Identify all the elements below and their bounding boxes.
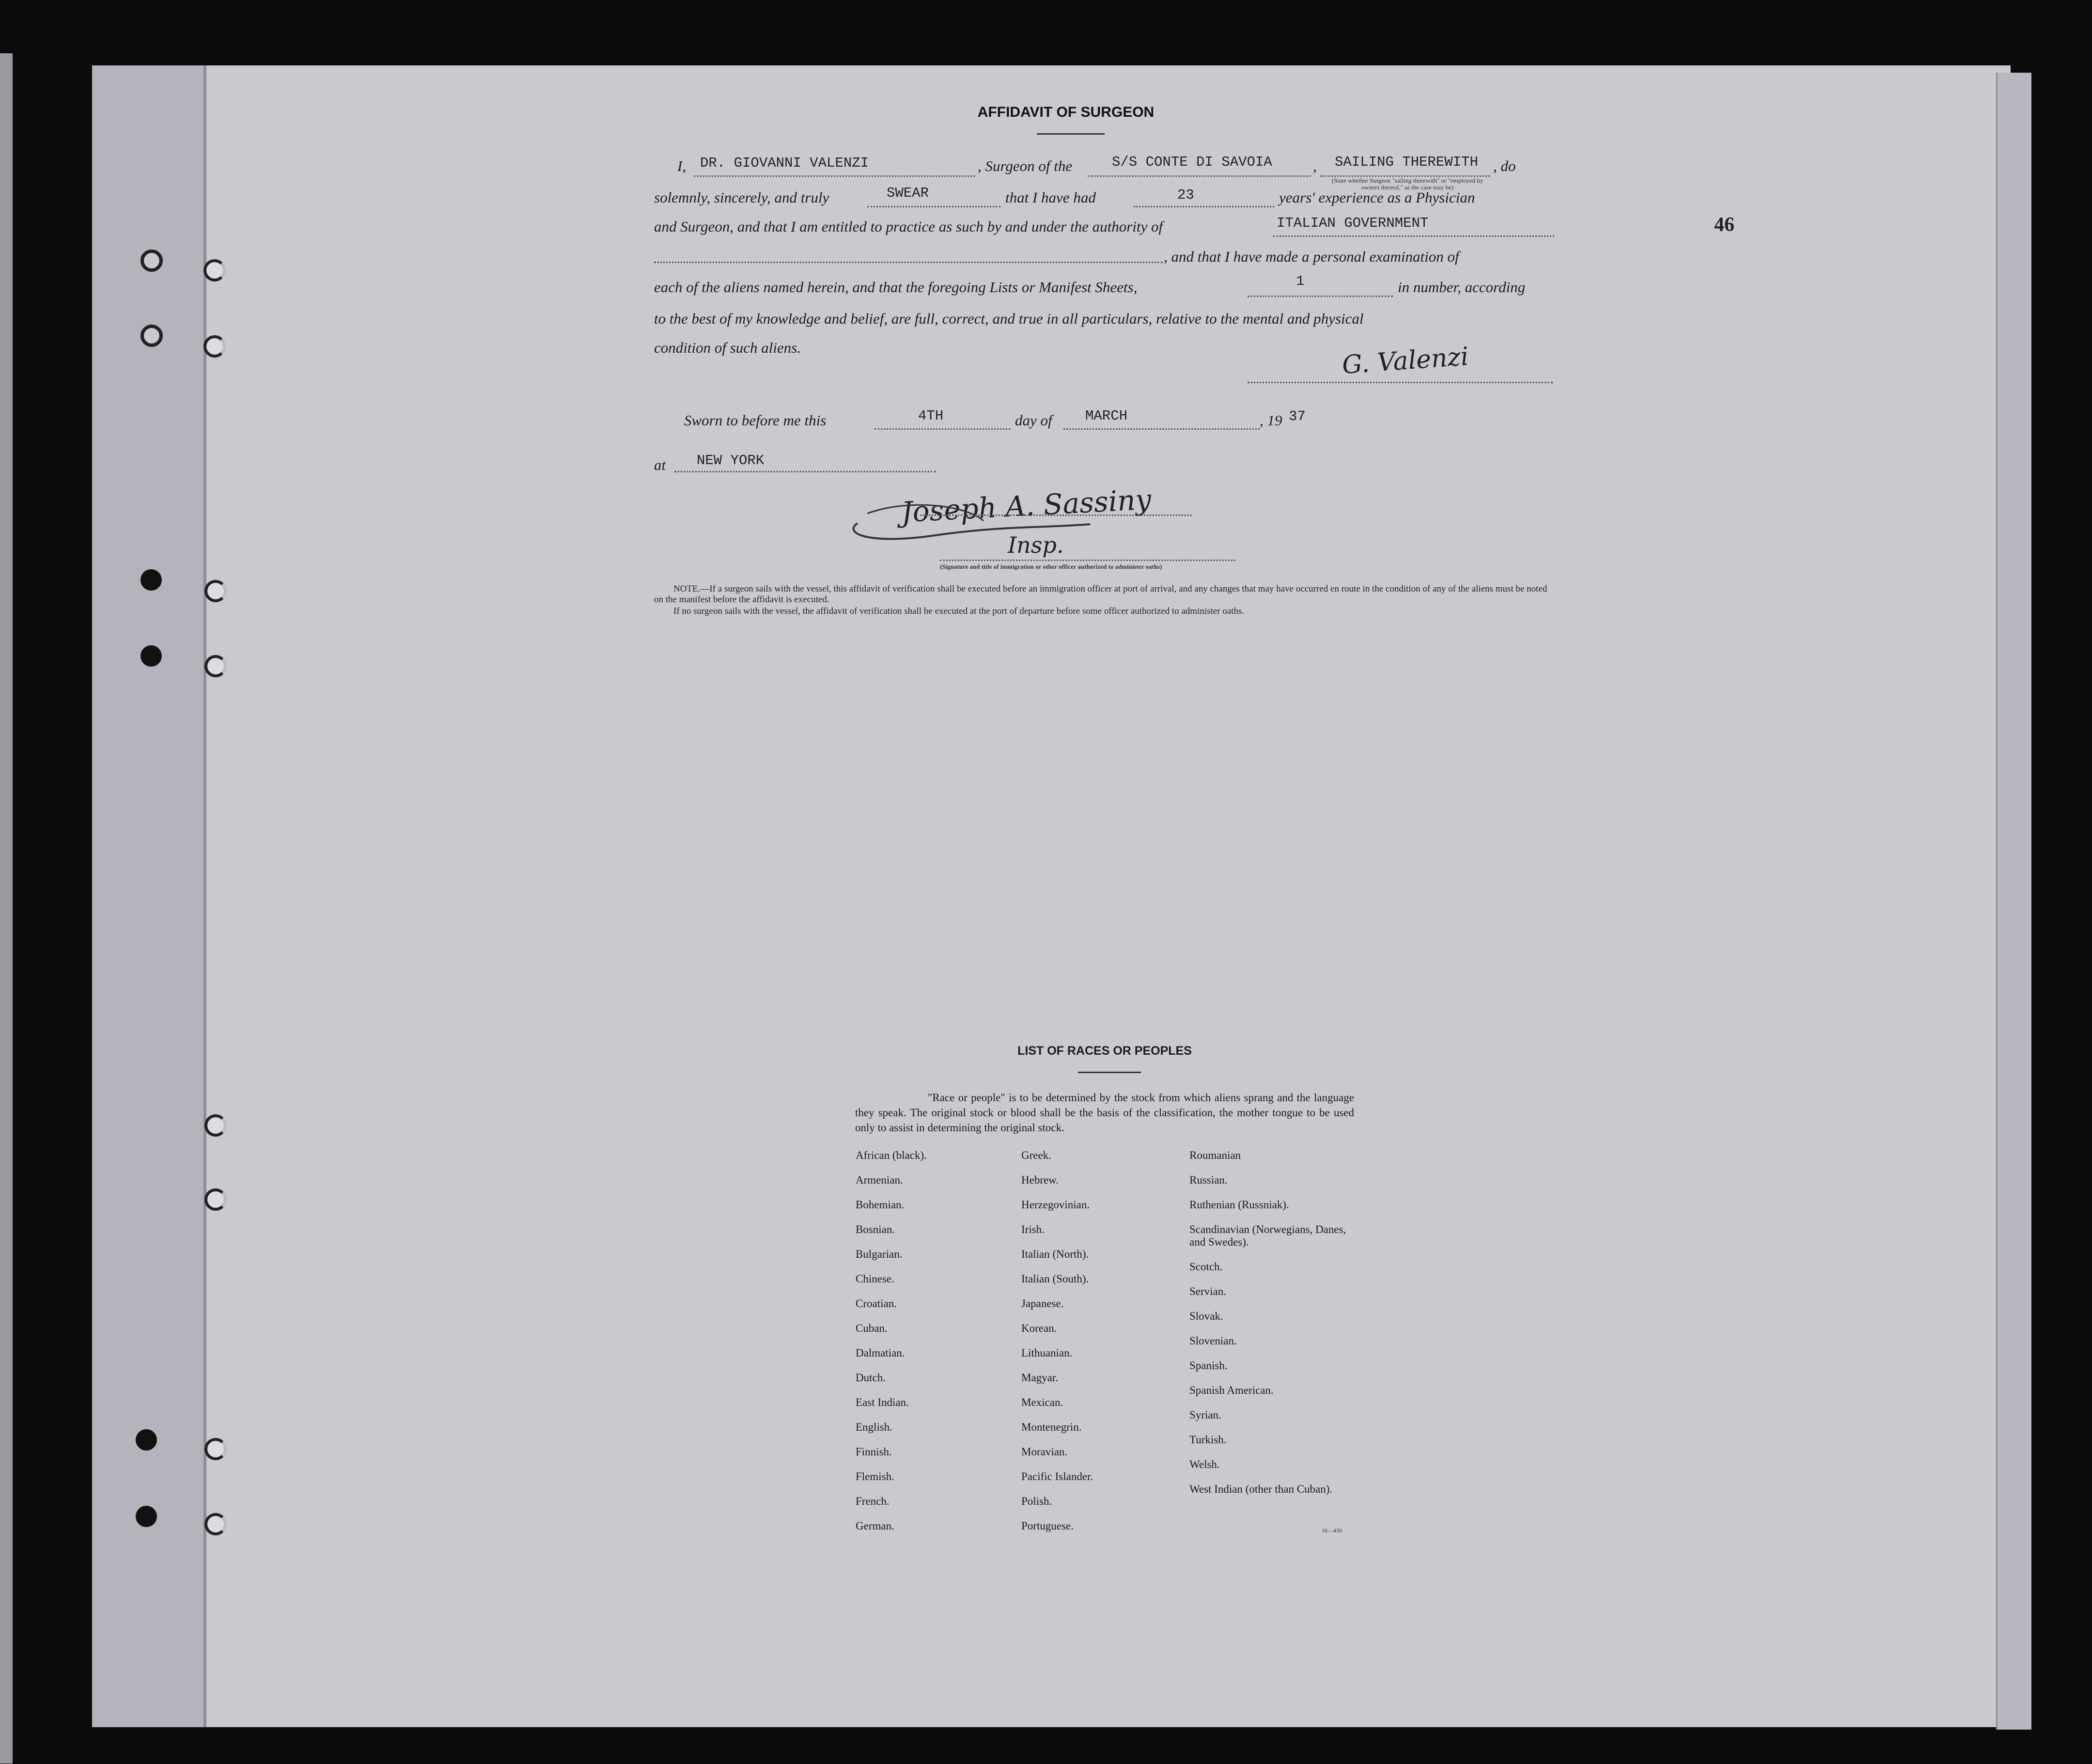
- races-title: LIST OF RACES OR PEOPLES: [1017, 1044, 1192, 1058]
- race-item: Japanese.: [1021, 1297, 1064, 1310]
- note-paragraph-2: If no surgeon sails with the vessel, the affidavit of verification shall be executed at the port of departure before some officer authorized to administer oaths.: [673, 606, 1245, 616]
- page-number: 46: [1714, 214, 1734, 236]
- race-item: Moravian.: [1021, 1446, 1068, 1458]
- officer-caption: (Signature and title of immigration or other officer authorized to administer oaths): [940, 563, 1162, 570]
- race-item: Roumanian: [1189, 1149, 1241, 1161]
- race-item: Spanish American.: [1189, 1384, 1274, 1396]
- role-hint: (State whether Surgeon "sailing therewith" or "employed by owners thereof," as the case may be): [1331, 177, 1483, 191]
- races-column-2: [1021, 1149, 1093, 1545]
- affidavit-line4-end: , and that I have made a personal examination of: [1164, 248, 1459, 265]
- binder-hole-icon: [141, 569, 162, 591]
- race-item: Russian.: [1189, 1174, 1228, 1186]
- affidavit-line2-mid: that I have had: [1005, 189, 1096, 206]
- sworn-label: Sworn to before me this: [684, 412, 827, 429]
- officer-signature: Joseph A. Sassiny: [900, 483, 1152, 529]
- oath-line: [867, 206, 1000, 207]
- sworn-place-line: [674, 471, 936, 472]
- surgeon-name-line: [694, 175, 975, 177]
- affidavit-line2-start: solemnly, sincerely, and truly: [654, 189, 829, 206]
- affidavit-line7: condition of such aliens.: [654, 339, 801, 356]
- authority-continuation-line: [654, 262, 1163, 263]
- races-intro: "Race or people" is to be determined by the stock from which aliens sprang and the language they speak. The original stock or blood shall be the basis of the classification, the mother tongue to be used only to assist in determining the original stock.: [855, 1092, 1354, 1134]
- sworn-place: NEW YORK: [697, 453, 765, 468]
- surgeon-signature: G. Valenzi: [1341, 342, 1470, 380]
- affidavit-line5-start: each of the aliens named herein, and that the foregoing Lists or Manifest Sheets,: [654, 279, 1138, 296]
- binder-hole-icon: [204, 1114, 227, 1137]
- binder-hole-icon: [203, 259, 226, 281]
- race-item: Finnish.: [856, 1446, 892, 1458]
- years-experience: 23: [1177, 187, 1194, 203]
- sworn-year: 37: [1289, 408, 1306, 424]
- race-item: Welsh.: [1189, 1458, 1220, 1470]
- affidavit-line1-end: , do: [1493, 157, 1516, 174]
- affidavit-line1-comma: ,: [1313, 157, 1317, 174]
- vessel-name: S/S CONTE DI SAVOIA: [1112, 154, 1272, 170]
- sworn-day-of: day of: [1015, 412, 1052, 429]
- binder-hole-icon: [204, 1188, 227, 1211]
- affidavit-line6: to the best of my knowledge and belief, are full, correct, and true in all particulars, relative to the mental and physical: [654, 310, 1364, 327]
- binder-hole-icon: [204, 580, 227, 602]
- sworn-day: 4TH: [918, 408, 944, 424]
- sworn-month-line: [1063, 428, 1260, 430]
- race-item: Chinese.: [856, 1273, 894, 1285]
- affidavit-line1-mid: , Surgeon of the: [978, 157, 1073, 174]
- binder-hole-icon: [204, 1438, 227, 1460]
- race-item: Dutch.: [856, 1372, 886, 1384]
- officer-title: Insp.: [1008, 532, 1064, 558]
- sworn-at-label: at: [654, 456, 666, 473]
- race-item: Pacific Islander.: [1021, 1470, 1093, 1483]
- race-item: West Indian (other than Cuban).: [1189, 1483, 1333, 1495]
- race-item: Dalmatian.: [856, 1347, 905, 1359]
- binder-hole-icon: [136, 1506, 157, 1527]
- officer-signature-line: [921, 515, 1192, 516]
- race-item: Turkish.: [1189, 1434, 1227, 1446]
- race-item: Syrian.: [1189, 1409, 1221, 1421]
- binder-hole-icon: [204, 655, 227, 677]
- race-item: African (black).: [856, 1149, 927, 1161]
- affidavit-line5-end: in number, according: [1398, 279, 1526, 296]
- sheets-count: 1: [1296, 273, 1305, 289]
- races-column-3: [1189, 1149, 1364, 1508]
- race-item: Portuguese.: [1021, 1520, 1074, 1532]
- vessel-line: [1088, 175, 1311, 177]
- affidavit-title: AFFIDAVIT OF SURGEON: [977, 104, 1155, 120]
- binder-hole-icon: [204, 1513, 227, 1535]
- races-column-1: [856, 1149, 927, 1545]
- race-item: Slovak.: [1189, 1310, 1223, 1322]
- race-item: Servian.: [1189, 1285, 1227, 1297]
- surgeon-signature-line: [1248, 382, 1553, 383]
- race-item: Bohemian.: [856, 1199, 905, 1211]
- race-item: Hebrew.: [1021, 1174, 1059, 1186]
- sworn-month: MARCH: [1085, 408, 1128, 424]
- page-edge-curl: [1996, 73, 2031, 1730]
- binding-margin: [92, 65, 206, 1727]
- surgeon-name: DR. GIOVANNI VALENZI: [700, 155, 869, 171]
- race-item: Herzegovinian.: [1021, 1199, 1090, 1211]
- sheets-line: [1248, 296, 1393, 297]
- race-item: Slovenian.: [1189, 1335, 1237, 1347]
- race-item: French.: [856, 1495, 890, 1507]
- race-item: Italian (South).: [1021, 1273, 1089, 1285]
- race-item: Ruthenian (Russniak).: [1189, 1199, 1289, 1211]
- race-item: Armenian.: [856, 1174, 903, 1186]
- races-title-underline: [1078, 1072, 1141, 1073]
- race-item: Mexican.: [1021, 1396, 1063, 1408]
- binder-hole-icon: [141, 325, 163, 347]
- adjacent-page-edge: [0, 53, 13, 1764]
- race-item: Bosnian.: [856, 1223, 895, 1235]
- affidavit-line1-start: I,: [677, 157, 687, 174]
- note-paragraph-1: NOTE.—If a surgeon sails with the vessel, this affidavit of verification shall be executed before an immigration officer at port of arrival, and any changes that may have occurred en route in the condition of any of the aliens must be noted on the manifest before the affidavit is executed.: [654, 584, 1547, 605]
- race-item: Italian (North).: [1021, 1248, 1089, 1260]
- race-item: German.: [856, 1520, 894, 1532]
- race-item: Scandinavian (Norwegians, Danes, and Swedes).: [1189, 1223, 1346, 1248]
- race-item: East Indian.: [856, 1396, 909, 1408]
- binder-hole-icon: [141, 250, 163, 272]
- officer-title-line: [940, 560, 1235, 561]
- race-item: Croatian.: [856, 1297, 897, 1310]
- race-item: English.: [856, 1421, 893, 1433]
- race-item: Flemish.: [856, 1470, 894, 1483]
- race-item: Montenegrin.: [1021, 1421, 1082, 1433]
- race-item: Magyar.: [1021, 1372, 1059, 1384]
- oath-word: SWEAR: [887, 185, 929, 201]
- binder-hole-icon: [203, 335, 226, 358]
- race-item: Irish.: [1021, 1223, 1045, 1235]
- authority: ITALIAN GOVERNMENT: [1277, 215, 1429, 231]
- authority-line: [1273, 235, 1554, 237]
- binder-hole-icon: [136, 1429, 157, 1451]
- race-item: Spanish.: [1189, 1359, 1228, 1372]
- race-item: Bulgarian.: [856, 1248, 903, 1260]
- race-item: Lithuanian.: [1021, 1347, 1073, 1359]
- race-item: Polish.: [1021, 1495, 1052, 1507]
- binder-hole-icon: [141, 645, 162, 667]
- surgeon-role: SAILING THEREWITH: [1335, 154, 1478, 170]
- race-item: Cuban.: [856, 1322, 888, 1334]
- years-line: [1134, 206, 1274, 207]
- race-item: Scotch.: [1189, 1261, 1223, 1273]
- form-number: 16—430: [1322, 1527, 1342, 1534]
- sworn-day-line: [874, 428, 1010, 430]
- title-underline: [1037, 133, 1105, 135]
- affidavit-line2-end: years' experience as a Physician: [1279, 189, 1475, 206]
- affidavit-line3-start: and Surgeon, and that I am entitled to practice as such by and under the authority of: [654, 218, 1163, 235]
- race-item: Korean.: [1021, 1322, 1057, 1334]
- sworn-year-prefix: , 19: [1260, 412, 1282, 429]
- race-item: Greek.: [1021, 1149, 1051, 1161]
